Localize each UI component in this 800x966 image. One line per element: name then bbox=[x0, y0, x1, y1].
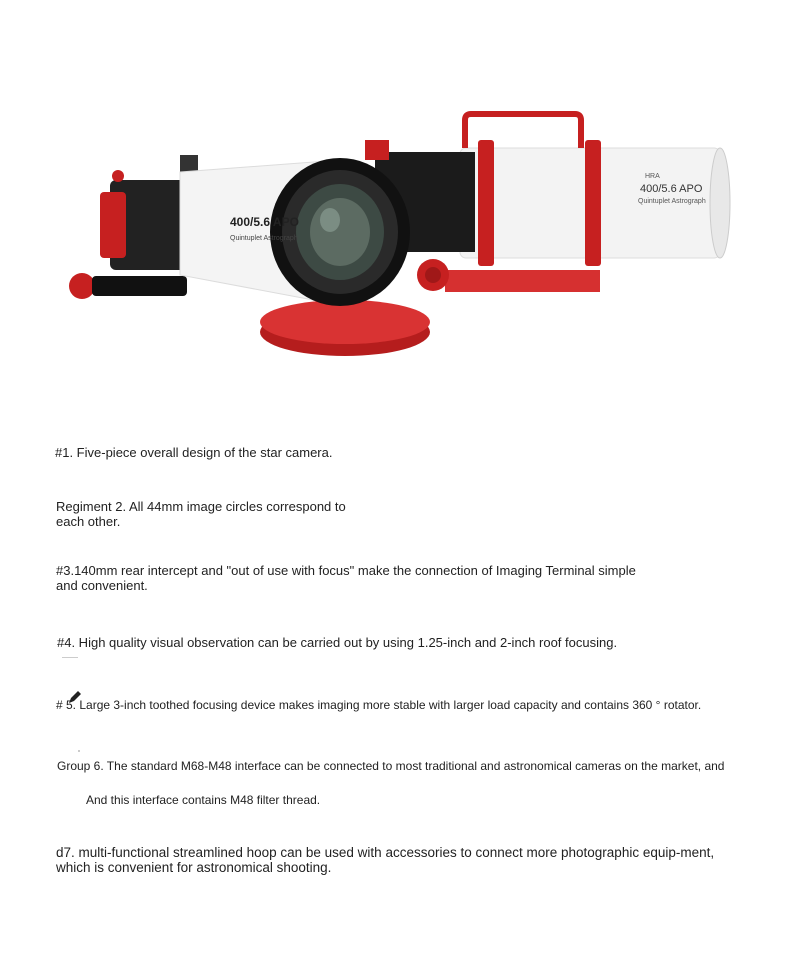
rear-tube-sub-label: Quintuplet Astrograph bbox=[638, 198, 706, 205]
front-tube-sub-label: Quintuplet Astrograph bbox=[230, 235, 298, 242]
divider-mark bbox=[62, 657, 78, 658]
rear-tube-brand-label: HRA bbox=[645, 173, 660, 180]
feature-2: Regiment 2. All 44mm image circles correspond to each other. bbox=[56, 499, 346, 529]
stray-dot bbox=[78, 750, 80, 752]
rear-tube-model-label: 400/5.6 APO bbox=[640, 183, 703, 195]
feature-7: d7. multi-functional streamlined hoop can be used with accessories to connect more photographic equip-ment, which is convenient for astronomical shooting. bbox=[56, 845, 715, 875]
feature-4: #4. High quality visual observation can be carried out by using 1.25-inch and 2-inch roof focusing. bbox=[57, 635, 618, 650]
telescope-product-image bbox=[40, 100, 760, 380]
feature-6: Group 6. The standard M68-M48 interface can be connected to most traditional and astronomical cameras on the market, and bbox=[57, 759, 725, 773]
feature-5: # 5. Large 3-inch toothed focusing device makes imaging more stable with larger load capacity and contains 360 ° rotator. bbox=[56, 698, 702, 712]
feature-6-continued: And this interface contains M48 filter thread. bbox=[86, 793, 321, 807]
feature-3: #3.140mm rear intercept and "out of use with focus" make the connection of Imaging Terminal simple and convenient. bbox=[56, 563, 636, 593]
feature-1: #1. Five-piece overall design of the star camera. bbox=[55, 445, 333, 460]
front-tube-model-label: 400/5.6 APO bbox=[230, 215, 299, 229]
